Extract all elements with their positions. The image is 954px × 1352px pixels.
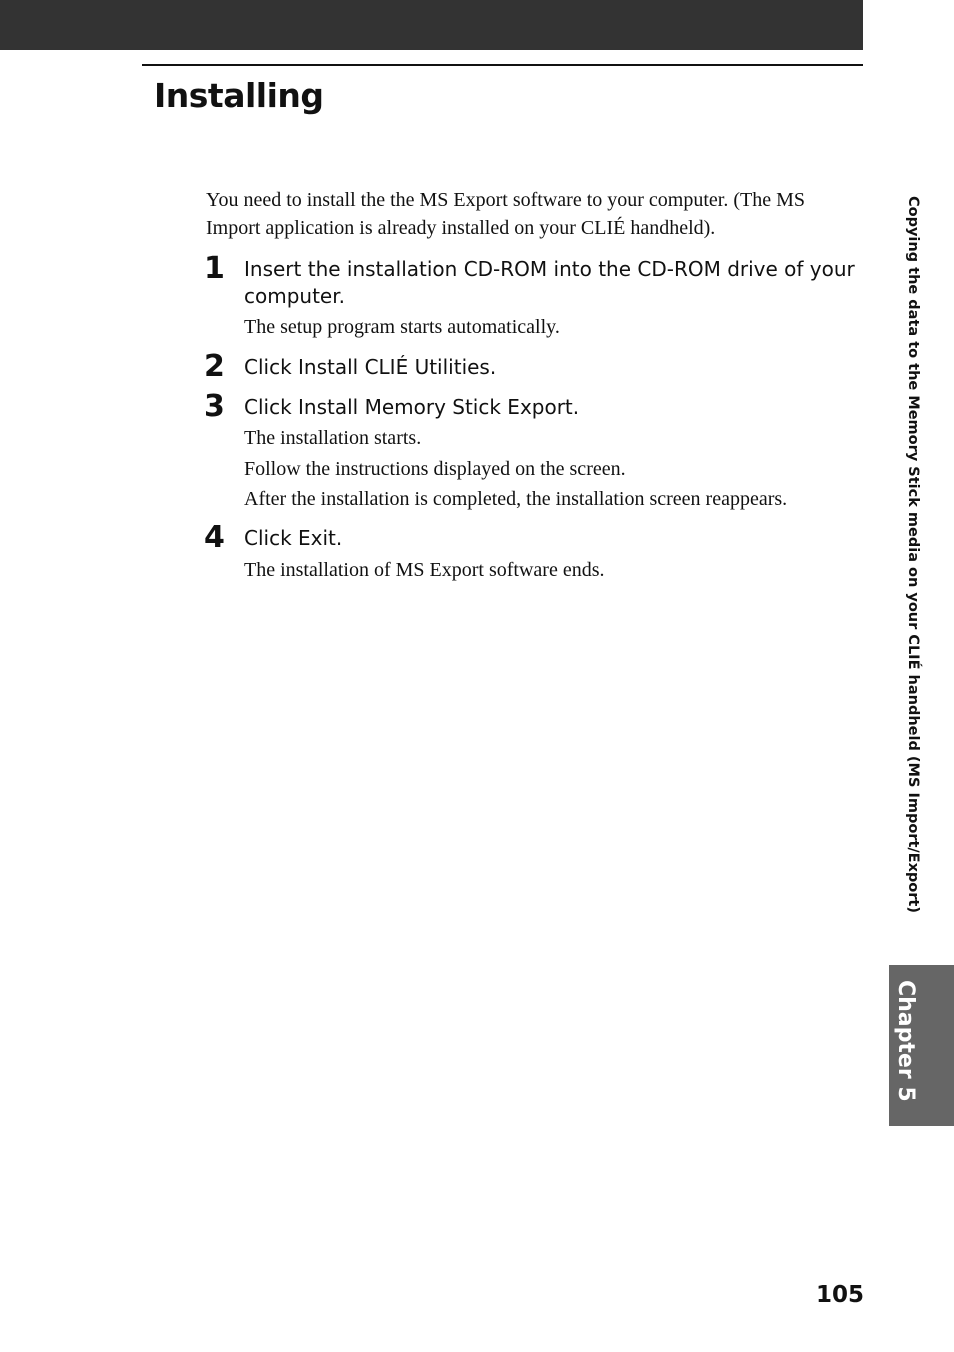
step-3-instruction: Click Install Memory Stick Export. [244,395,580,419]
step-1-number: 1 [204,251,225,286]
page-number: 105 [816,1282,865,1308]
step-3-note-1: The installation starts. [244,427,422,449]
page-title: Installing [154,76,324,115]
step-4-note-1: The installation of MS Export software ends. [244,559,605,581]
step-3-number: 3 [204,389,225,424]
section-side-title: Copying the data to the Memory Stick media on your CLIÉ handheld (MS Import/Export) [905,196,921,913]
intro-paragraph: You need to install the the MS Export software to your computer. (The MS Import application is already installed on your CLIÉ handheld). [206,189,806,239]
top-header-bar [0,0,863,50]
step-2-number: 2 [204,349,225,384]
step-4-instruction: Click Exit. [244,526,343,550]
step-1-instruction: Insert the installation CD-ROM into the CD-ROM drive of your computer. [244,257,855,308]
step-4-number: 4 [204,520,225,555]
step-3-note-2: Follow the instructions displayed on the screen. [244,458,626,480]
step-2-instruction: Click Install CLIÉ Utilities. [244,355,497,379]
title-rule [142,64,863,66]
chapter-label: Chapter 5 [893,980,918,1102]
step-3-note-3: After the installation is completed, the installation screen reappears. [244,488,788,510]
step-1-note-1: The setup program starts automatically. [244,316,560,338]
